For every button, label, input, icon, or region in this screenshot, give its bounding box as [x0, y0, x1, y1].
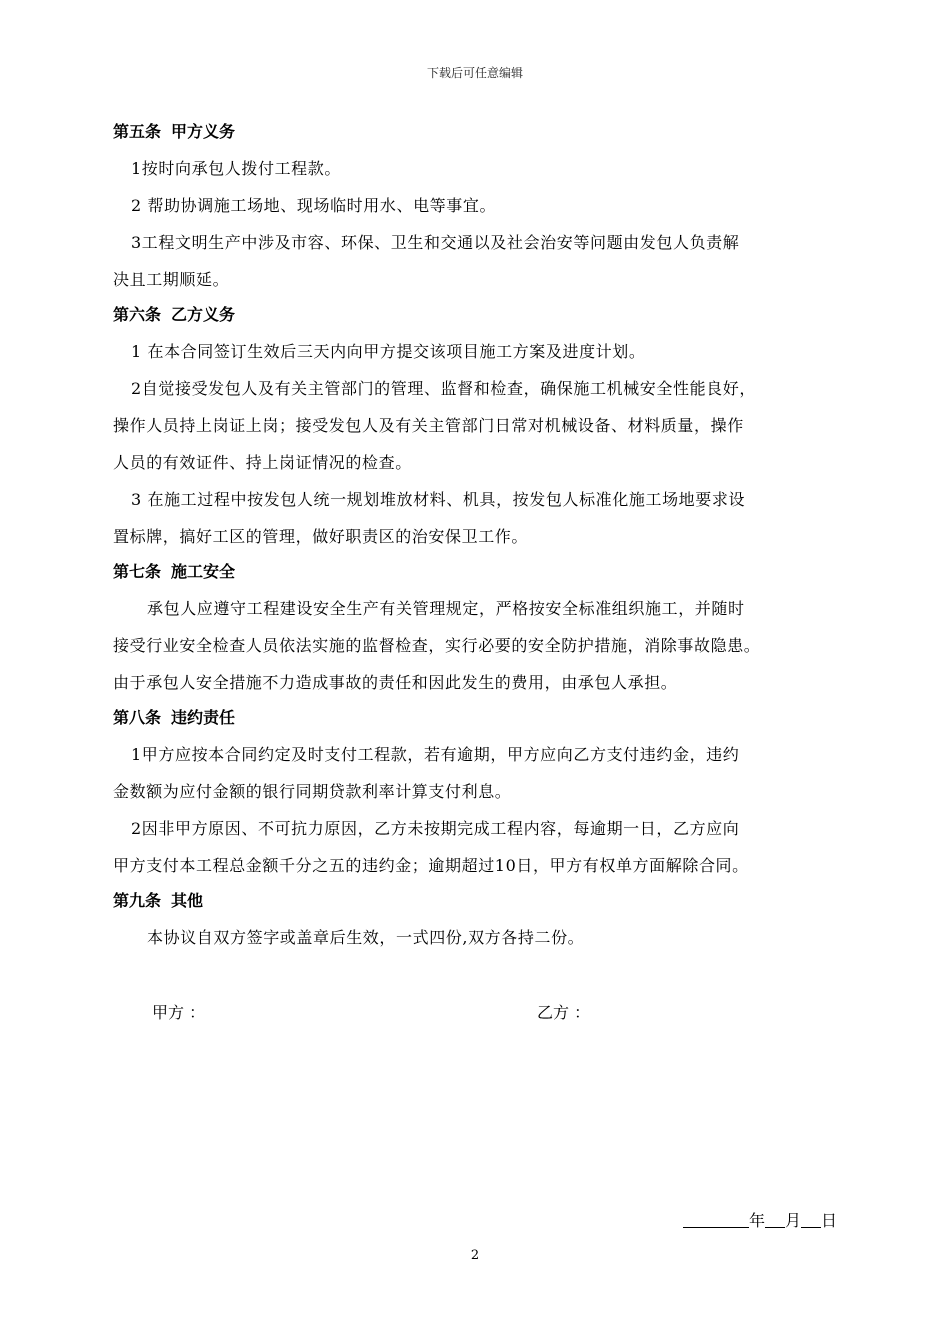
clause-line: 甲方支付本工程总金额千分之五的违约金；逾期超过10日，甲方有权单方面解除合同。 [113, 856, 749, 875]
year-blank [683, 1211, 749, 1228]
section-number: 第九条 [113, 891, 162, 910]
clause-line: 本协议自双方签字或盖章后生效，一式四份,双方各持二份。 [147, 928, 585, 947]
month-label: 月 [785, 1211, 802, 1230]
clause-line: 接受行业安全检查人员依法实施的监督检查，实行必要的安全防护措施，消除事故隐患。 [113, 636, 761, 655]
section-title: 其他 [171, 891, 204, 910]
clause-line: 3 在施工过程中按发包人统一规划堆放材料、机具，按发包人标准化施工场地要求设 [131, 490, 746, 509]
clause-line: 1 在本合同签订生效后三天内向甲方提交该项目施工方案及进度计划。 [131, 342, 646, 361]
section-number: 第六条 [113, 305, 162, 324]
section-number: 第七条 [113, 562, 162, 581]
section-heading [113, 302, 853, 327]
contract-body [113, 115, 853, 956]
section-number: 第八条 [113, 708, 162, 727]
year-label: 年 [749, 1211, 766, 1230]
clause-line: 3工程文明生产中涉及市容、环保、卫生和交通以及社会治安等问题由发包人负责解 [131, 233, 740, 252]
section-title: 违约责任 [171, 708, 236, 727]
section-heading [113, 119, 853, 144]
clause-line: 承包人应遵守工程建设安全生产有关管理规定，严格按安全标准组织施工，并随时 [147, 599, 745, 618]
section-heading [113, 705, 853, 730]
clause-line: 操作人员持上岗证上岗；接受发包人及有关主管部门日常对机械设备、材料质量，操作 [113, 416, 744, 435]
section-title: 施工安全 [171, 562, 236, 581]
clause-line: 人员的有效证件、持上岗证情况的检查。 [113, 453, 412, 472]
month-blank [765, 1211, 785, 1228]
clause-line: 2因非甲方原因、不可抗力原因，乙方未按期完成工程内容，每逾期一日，乙方应向 [131, 819, 740, 838]
party-a-signature: 甲方 ： [152, 1003, 206, 1022]
day-label: 日 [821, 1211, 838, 1230]
date-line [683, 1208, 837, 1231]
clause-line: 2 帮助协调施工场地、现场临时用水、电等事宜。 [131, 196, 497, 215]
section-title: 甲方义务 [171, 122, 236, 141]
page-number: 2 [470, 1248, 480, 1263]
section-title: 乙方义务 [171, 305, 236, 324]
day-blank [801, 1211, 821, 1228]
page-header: 下载后可任意编辑 [426, 66, 523, 80]
clause-line: 1甲方应按本合同约定及时支付工程款，若有逾期，甲方应向乙方支付违约金，违约 [131, 745, 740, 764]
clause-line: 1按时向承包人拨付工程款。 [131, 159, 341, 178]
section-number: 第五条 [113, 122, 162, 141]
clause-line: 置标牌，搞好工区的管理，做好职责区的治安保卫工作。 [113, 527, 529, 546]
section-heading [113, 888, 853, 913]
signature-row [0, 1000, 950, 1030]
clause-line: 金数额为应付金额的银行同期贷款利率计算支付利息。 [113, 782, 512, 801]
clause-line: 决且工期顺延。 [113, 270, 230, 289]
clause-line: 由于承包人安全措施不力造成事故的责任和因此发生的费用，由承包人承担。 [113, 673, 678, 692]
clause-line: 2自觉接受发包人及有关主管部门的管理、监督和检查，确保施工机械安全性能良好， [131, 379, 756, 398]
section-heading [113, 559, 853, 584]
party-b-signature: 乙方 ： [537, 1003, 591, 1022]
